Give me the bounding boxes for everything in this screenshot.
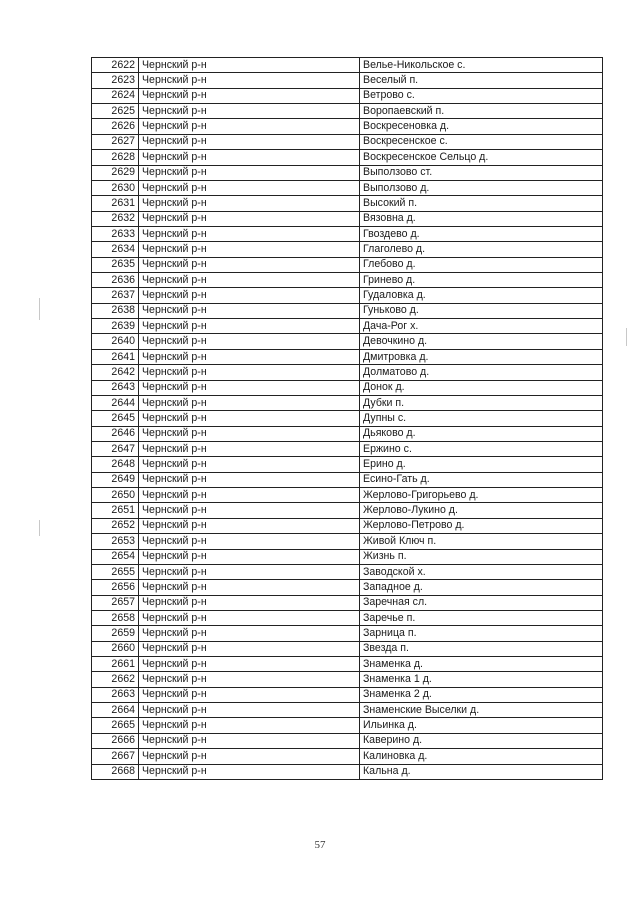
table-row	[92, 150, 603, 165]
district-cell: Чернский р-н	[139, 534, 360, 549]
settlement-cell: Зарница п.	[360, 626, 603, 641]
settlement-cell: Вязовна д.	[360, 211, 603, 226]
settlement-cell: Заречная сл.	[360, 595, 603, 610]
district-cell: Чернский р-н	[139, 73, 360, 88]
row-number-cell: 2656	[92, 580, 139, 595]
table-row	[92, 672, 603, 687]
table-row	[92, 334, 603, 349]
table-row	[92, 610, 603, 625]
settlement-cell: Гринево д.	[360, 273, 603, 288]
settlement-cell: Глаголево д.	[360, 242, 603, 257]
settlement-cell: Дубки п.	[360, 395, 603, 410]
table-row	[92, 365, 603, 380]
district-cell: Чернский р-н	[139, 488, 360, 503]
row-number-cell: 2626	[92, 119, 139, 134]
table-row	[92, 411, 603, 426]
district-cell: Чернский р-н	[139, 518, 360, 533]
table-row	[92, 196, 603, 211]
table-row	[92, 380, 603, 395]
district-cell: Чернский р-н	[139, 626, 360, 641]
page-number: 57	[314, 839, 326, 851]
table-row	[92, 488, 603, 503]
table-row	[92, 73, 603, 88]
table-row	[92, 395, 603, 410]
district-cell: Чернский р-н	[139, 749, 360, 764]
settlement-cell: Заводской х.	[360, 564, 603, 579]
district-cell: Чернский р-н	[139, 334, 360, 349]
district-cell: Чернский р-н	[139, 288, 360, 303]
settlement-cell: Ержино с.	[360, 441, 603, 456]
settlement-cell: Гудаловка д.	[360, 288, 603, 303]
settlement-cell: Жизнь п.	[360, 549, 603, 564]
district-cell: Чернский р-н	[139, 687, 360, 702]
table-row	[92, 534, 603, 549]
table-row	[92, 657, 603, 672]
row-number-cell: 2625	[92, 104, 139, 119]
district-cell: Чернский р-н	[139, 180, 360, 195]
district-cell: Чернский р-н	[139, 226, 360, 241]
settlement-cell: Гвоздево д.	[360, 226, 603, 241]
district-cell: Чернский р-н	[139, 549, 360, 564]
district-cell: Чернский р-н	[139, 503, 360, 518]
district-cell: Чернский р-н	[139, 88, 360, 103]
settlement-cell: Есино-Гать д.	[360, 472, 603, 487]
settlement-cell: Знаменка 2 д.	[360, 687, 603, 702]
district-cell: Чернский р-н	[139, 119, 360, 134]
row-number-cell: 2653	[92, 534, 139, 549]
settlement-cell: Западное д.	[360, 580, 603, 595]
settlement-cell: Заречье п.	[360, 610, 603, 625]
settlement-cell: Кальна д.	[360, 764, 603, 779]
district-cell: Чернский р-н	[139, 211, 360, 226]
table-row	[92, 733, 603, 748]
settlement-cell: Долматово д.	[360, 365, 603, 380]
district-cell: Чернский р-н	[139, 426, 360, 441]
district-cell: Чернский р-н	[139, 273, 360, 288]
settlement-cell: Воскресенское Сельцо д.	[360, 150, 603, 165]
settlement-cell: Дача-Рог х.	[360, 319, 603, 334]
table-row	[92, 472, 603, 487]
settlement-cell: Дьяково д.	[360, 426, 603, 441]
row-number-cell: 2649	[92, 472, 139, 487]
row-number-cell: 2650	[92, 488, 139, 503]
district-cell: Чернский р-н	[139, 319, 360, 334]
district-cell: Чернский р-н	[139, 165, 360, 180]
row-number-cell: 2628	[92, 150, 139, 165]
table-row	[92, 211, 603, 226]
row-number-cell: 2634	[92, 242, 139, 257]
row-number-cell: 2646	[92, 426, 139, 441]
district-cell: Чернский р-н	[139, 411, 360, 426]
table-row	[92, 764, 603, 779]
settlement-cell: Ерино д.	[360, 457, 603, 472]
settlement-cell: Глебово д.	[360, 257, 603, 272]
table-row	[92, 626, 603, 641]
district-cell: Чернский р-н	[139, 657, 360, 672]
settlement-cell: Жерлово-Григорьево д.	[360, 488, 603, 503]
row-number-cell: 2668	[92, 764, 139, 779]
table-row	[92, 165, 603, 180]
settlement-cell: Калиновка д.	[360, 749, 603, 764]
district-cell: Чернский р-н	[139, 257, 360, 272]
settlement-cell: Воскресеновка д.	[360, 119, 603, 134]
row-number-cell: 2667	[92, 749, 139, 764]
row-number-cell: 2657	[92, 595, 139, 610]
table-row	[92, 288, 603, 303]
row-number-cell: 2636	[92, 273, 139, 288]
district-cell: Чернский р-н	[139, 595, 360, 610]
row-number-cell: 2635	[92, 257, 139, 272]
district-cell: Чернский р-н	[139, 641, 360, 656]
row-number-cell: 2660	[92, 641, 139, 656]
table-row	[92, 718, 603, 733]
row-number-cell: 2658	[92, 610, 139, 625]
row-number-cell: 2629	[92, 165, 139, 180]
row-number-cell: 2661	[92, 657, 139, 672]
row-number-cell: 2627	[92, 134, 139, 149]
district-cell: Чернский р-н	[139, 672, 360, 687]
scan-artifact-left	[39, 520, 40, 536]
settlement-cell: Каверино д.	[360, 733, 603, 748]
district-cell: Чернский р-н	[139, 150, 360, 165]
settlement-cell: Выползово ст.	[360, 165, 603, 180]
table-row	[92, 319, 603, 334]
table-body	[92, 58, 603, 780]
settlement-cell: Жерлово-Лукино д.	[360, 503, 603, 518]
table-row	[92, 564, 603, 579]
table-row	[92, 58, 603, 73]
table-row	[92, 441, 603, 456]
district-cell: Чернский р-н	[139, 580, 360, 595]
district-cell: Чернский р-н	[139, 104, 360, 119]
scan-artifact-left	[39, 298, 40, 320]
settlement-cell: Ветрово с.	[360, 88, 603, 103]
district-cell: Чернский р-н	[139, 764, 360, 779]
table-row	[92, 226, 603, 241]
district-cell: Чернский р-н	[139, 703, 360, 718]
row-number-cell: 2645	[92, 411, 139, 426]
settlement-cell: Веселый п.	[360, 73, 603, 88]
table-row	[92, 303, 603, 318]
settlement-cell: Дупны с.	[360, 411, 603, 426]
row-number-cell: 2622	[92, 58, 139, 73]
row-number-cell: 2641	[92, 349, 139, 364]
row-number-cell: 2665	[92, 718, 139, 733]
table-row	[92, 273, 603, 288]
row-number-cell: 2666	[92, 733, 139, 748]
table-row	[92, 518, 603, 533]
row-number-cell: 2631	[92, 196, 139, 211]
row-number-cell: 2630	[92, 180, 139, 195]
table-row	[92, 257, 603, 272]
district-cell: Чернский р-н	[139, 457, 360, 472]
row-number-cell: 2644	[92, 395, 139, 410]
row-number-cell: 2663	[92, 687, 139, 702]
table-row	[92, 134, 603, 149]
settlement-cell: Ильинка д.	[360, 718, 603, 733]
table-row	[92, 180, 603, 195]
row-number-cell: 2647	[92, 441, 139, 456]
row-number-cell: 2642	[92, 365, 139, 380]
district-cell: Чернский р-н	[139, 134, 360, 149]
settlement-cell: Звезда п.	[360, 641, 603, 656]
settlement-cell: Знаменка д.	[360, 657, 603, 672]
district-cell: Чернский р-н	[139, 380, 360, 395]
row-number-cell: 2648	[92, 457, 139, 472]
row-number-cell: 2664	[92, 703, 139, 718]
row-number-cell: 2640	[92, 334, 139, 349]
district-cell: Чернский р-н	[139, 564, 360, 579]
row-number-cell: 2654	[92, 549, 139, 564]
settlement-cell: Девочкино д.	[360, 334, 603, 349]
table-row	[92, 580, 603, 595]
table-row	[92, 426, 603, 441]
district-cell: Чернский р-н	[139, 733, 360, 748]
row-number-cell: 2639	[92, 319, 139, 334]
row-number-cell: 2638	[92, 303, 139, 318]
table-row	[92, 119, 603, 134]
table-row	[92, 641, 603, 656]
district-cell: Чернский р-н	[139, 242, 360, 257]
row-number-cell: 2652	[92, 518, 139, 533]
row-number-cell: 2637	[92, 288, 139, 303]
district-cell: Чернский р-н	[139, 58, 360, 73]
district-cell: Чернский р-н	[139, 718, 360, 733]
settlement-cell: Живой Ключ п.	[360, 534, 603, 549]
table-row	[92, 749, 603, 764]
table-row	[92, 503, 603, 518]
settlement-cell: Знаменские Выселки д.	[360, 703, 603, 718]
settlement-cell: Воскресенское с.	[360, 134, 603, 149]
settlement-cell: Дмитровка д.	[360, 349, 603, 364]
row-number-cell: 2651	[92, 503, 139, 518]
district-cell: Чернский р-н	[139, 395, 360, 410]
settlement-cell: Высокий п.	[360, 196, 603, 211]
settlement-cell: Знаменка 1 д.	[360, 672, 603, 687]
district-cell: Чернский р-н	[139, 303, 360, 318]
district-cell: Чернский р-н	[139, 349, 360, 364]
table-row	[92, 88, 603, 103]
row-number-cell: 2655	[92, 564, 139, 579]
row-number-cell: 2643	[92, 380, 139, 395]
table-row	[92, 242, 603, 257]
settlement-cell: Выползово д.	[360, 180, 603, 195]
table-row	[92, 703, 603, 718]
scan-artifact-right	[626, 328, 627, 346]
settlement-cell: Воропаевский п.	[360, 104, 603, 119]
table-row	[92, 349, 603, 364]
settlement-cell: Жерлово-Петрово д.	[360, 518, 603, 533]
row-number-cell: 2632	[92, 211, 139, 226]
district-cell: Чернский р-н	[139, 365, 360, 380]
settlement-cell: Велье-Никольское с.	[360, 58, 603, 73]
table-row	[92, 457, 603, 472]
district-cell: Чернский р-н	[139, 472, 360, 487]
row-number-cell: 2633	[92, 226, 139, 241]
district-cell: Чернский р-н	[139, 610, 360, 625]
row-number-cell: 2623	[92, 73, 139, 88]
row-number-cell: 2659	[92, 626, 139, 641]
settlement-cell: Донок д.	[360, 380, 603, 395]
district-cell: Чернский р-н	[139, 441, 360, 456]
settlements-table	[91, 57, 603, 780]
row-number-cell: 2624	[92, 88, 139, 103]
table-row	[92, 687, 603, 702]
table-row	[92, 549, 603, 564]
table-row	[92, 104, 603, 119]
district-cell: Чернский р-н	[139, 196, 360, 211]
table-row	[92, 595, 603, 610]
row-number-cell: 2662	[92, 672, 139, 687]
settlement-cell: Гуньково д.	[360, 303, 603, 318]
